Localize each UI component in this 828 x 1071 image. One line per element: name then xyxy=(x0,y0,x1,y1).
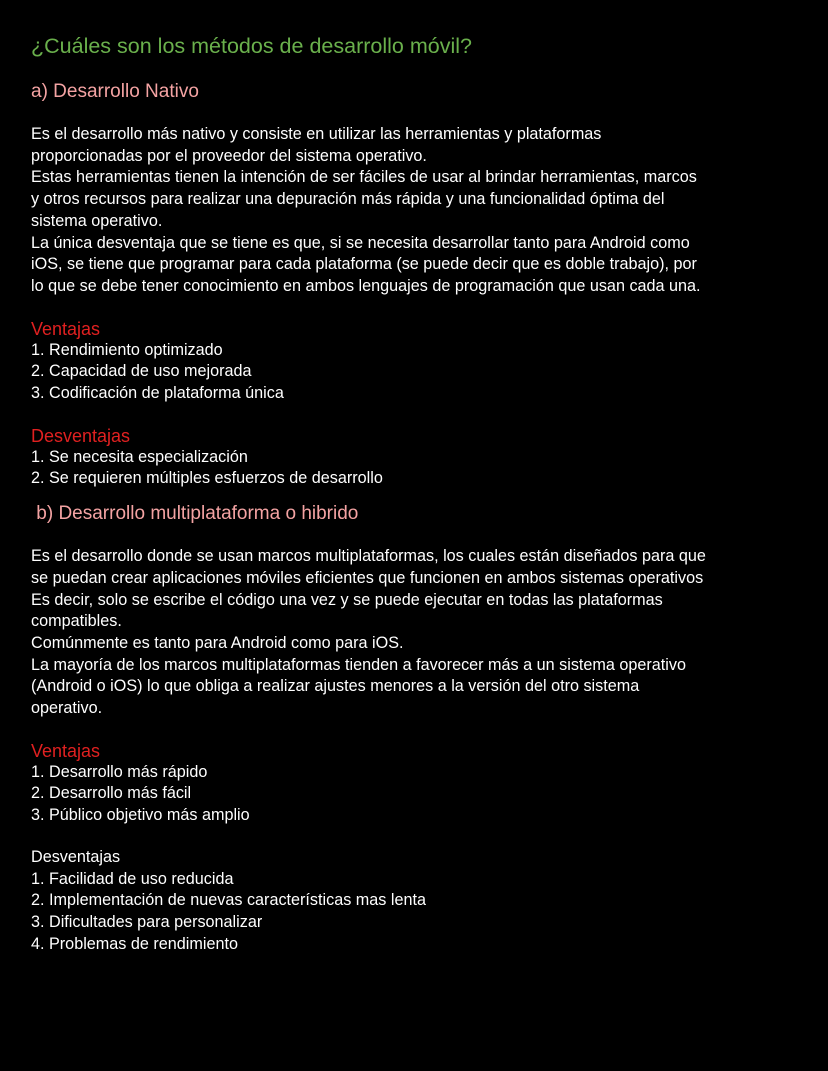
section-b-line: Es decir, solo se escribe el código una vez y se puede ejecutar en todas las plataformas xyxy=(31,590,663,609)
section-a-line: Estas herramientas tienen la intención de ser fáciles de usar al brindar herramientas, marcos xyxy=(31,168,697,187)
section-b-line: Comúnmente es tanto para Android como para iOS. xyxy=(31,633,404,652)
section-a-ventajas-list xyxy=(31,340,811,405)
section-a-desventajas-label: Desventajas xyxy=(31,425,131,446)
list-item: 4. Problemas de rendimiento xyxy=(31,934,238,953)
section-b-line: compatibles. xyxy=(31,612,122,631)
section-b-line: (Android o iOS) lo que obliga a realizar ajustes menores a la versión del otro sistema xyxy=(31,677,640,696)
list-item: 2. Desarrollo más fácil xyxy=(31,784,192,803)
section-b-ventajas-list xyxy=(31,762,811,827)
list-item: 2. Se requieren múltiples esfuerzos de desarrollo xyxy=(31,469,383,488)
list-item: 1. Se necesita especialización xyxy=(31,447,248,466)
document-page xyxy=(31,32,811,955)
section-b-desventajas-list xyxy=(31,869,811,956)
section-b-ventajas-label: Ventajas xyxy=(31,740,101,761)
list-item: 3. Codificación de plataforma única xyxy=(31,384,284,403)
section-b-paragraph xyxy=(31,546,811,720)
section-a-line: Es el desarrollo más nativo y consiste en utilizar las herramientas y plataformas xyxy=(31,125,602,143)
section-b-line: Es el desarrollo donde se usan marcos multiplataformas, los cuales están diseñados para que xyxy=(31,547,706,566)
section-a-line: lo que se debe tener conocimiento en ambos lenguajes de programación que usan cada una. xyxy=(31,276,701,295)
section-a-paragraph xyxy=(31,124,811,298)
list-item: 1. Facilidad de uso reducida xyxy=(31,869,234,888)
list-item: 3. Público objetivo más amplio xyxy=(31,806,250,825)
section-a-ventajas-label: Ventajas xyxy=(31,318,101,339)
page-title: ¿Cuáles son los métodos de desarrollo móvil? xyxy=(31,34,472,58)
section-a-line: proporcionadas por el proveedor del sistema operativo. xyxy=(31,146,427,165)
list-item: 3. Dificultades para personalizar xyxy=(31,912,263,931)
list-item: 1. Rendimiento optimizado xyxy=(31,340,223,359)
section-b-desventajas-label: Desventajas xyxy=(31,847,121,866)
list-item: 2. Implementación de nuevas características mas lenta xyxy=(31,891,426,910)
section-a-line: La única desventaja que se tiene es que, si se necesita desarrollar tanto para Android como xyxy=(31,233,690,252)
list-item: 2. Capacidad de uso mejorada xyxy=(31,362,252,381)
section-a-line: sistema operativo. xyxy=(31,211,163,230)
section-a-desventajas-list xyxy=(31,447,811,490)
section-b-line: se puedan crear aplicaciones móviles eficientes que funcionen en ambos sistemas operativos xyxy=(31,568,704,587)
section-a-line: iOS, se tiene que programar para cada plataforma (se puede decir que es doble trabajo), por xyxy=(31,255,697,274)
section-a-heading: a) Desarrollo Nativo xyxy=(31,81,199,102)
section-b-line: La mayoría de los marcos multiplataformas tienden a favorecer más a un sistema operativo xyxy=(31,655,687,674)
section-b-line: operativo. xyxy=(31,699,103,718)
section-a-line: y otros recursos para realizar una depuración más rápida y una funcionalidad óptima del xyxy=(31,190,665,209)
section-b-heading: b) Desarrollo multiplataforma o hibrido xyxy=(31,503,359,525)
list-item: 1. Desarrollo más rápido xyxy=(31,762,208,781)
